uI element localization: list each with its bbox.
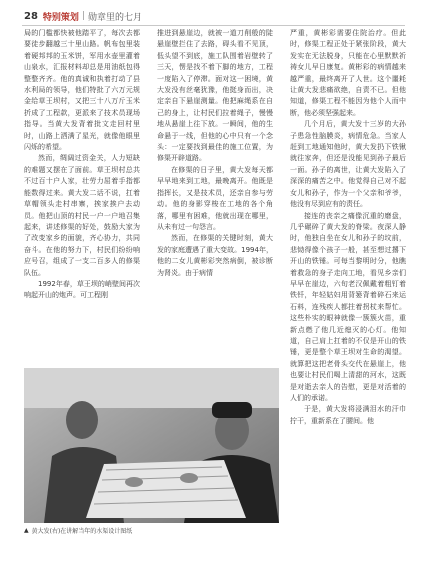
article-photo: [24, 368, 279, 523]
caption-text: 黄大发(右)在讲解当年的水渠设计图纸: [31, 528, 133, 535]
page-header: [24, 9, 142, 23]
article-column-2: [157, 28, 273, 363]
paragraph: 然而，在修渠的关键时刻，黄大发的家庭遭遇了重大变故。1994年，他的二女儿黄彬彩突然病倒，被诊断为肾炎。由于病情: [157, 234, 273, 277]
paragraph: 于是，黄大发将浸满泪水的汗巾拧干，重新系在了腰间。他: [290, 405, 406, 425]
paragraph: 推进到悬崖边，就被一道刀削般的陡悬崖壁拦住了去路，碍头看不见顶，低头望不到底，施工队围着岩壁转了三天，愣是找不着下脚的地方，工程一度陷入了停滞。面对这一困境，黄大发没有丝毫犹豫，他挺身而出，决定亲自下悬崖测量。他把麻绳系在自己的身上，让村民们拉着绳子，慢慢地从悬崖上往下放。一瞬间，他的生命悬于一线，但他的心中只有一个念头：一定要找到最佳的施工位置，为修渠开辟道路。: [157, 29, 273, 163]
caption-marker-icon: ▲: [24, 527, 29, 534]
running-title: 勋章里的七月: [87, 12, 142, 23]
header-separator: |: [81, 11, 85, 21]
article-column-1: [24, 28, 140, 363]
section-label: 特别策划: [42, 12, 79, 23]
photo-caption: [24, 526, 279, 535]
photo-illustration: [24, 368, 279, 523]
article-column-3: [290, 28, 406, 548]
paragraph: 然而，绸阔过资金关，人力短缺的难题又摆在了面前。草王坝村总共不过百十户人家，壮劳力屈着手指都能数得过来。黄大发二话不说，扛着草帽领头走村串寨，挨家挨户去动员。他把山顶的村民一户一户地召集起来，讲述修渠的好处，鼓励大家为了改变家乡的面貌，齐心协力，共同奋斗。在他的努力下，村民们纷纷响应号召，组成了一支二百多人的修渠队伍。: [24, 154, 140, 277]
paragraph: 局的门槛都快被他踏平了，每次去都要徒步翻越三十里山路。帆布包里装着硬邦邦的玉米饼，军用水壶里灌着山泉水，汇报材料却总是用油纸包得整整齐齐。他的真诚和执着打动了县水利局的领导，他们特批了六万元规金给草王坝村，又把三十八万斤玉米折成了工程款，更派来了技术员现场指导。当黄大发背着批文走回村里时，山路上洒满了星光，就像他眼里闪烁的希望。: [24, 29, 140, 152]
paragraph: 严重，黄彬彩需要住院治疗。但此时，修渠工程正处于紧张阶段，黄大发实在无法脱身，只能在心里默默祈祷女儿早日康复。黄彬彩的病情越来越严重，最终离开了人世。这个噩耗让黄大发悲痛欲绝，自责不已。但他知道，修渠工程不能因为他个人而中断，他必须坚强起来。: [290, 29, 406, 117]
paragraph: 1992年春，草王坝的峭壁间再次响起开山的炮声。可工程刚: [24, 279, 140, 300]
header-rule: [22, 25, 405, 26]
page-number: 28: [24, 10, 38, 22]
paragraph: 几个月后，黄大发十三岁的大孙子患急性脑膜炎，病情危急。当家人赶到工地通知他时，黄大发扔下铁锹就往家奔，但还是没能见到孙子最后一面。孙子的离世，让黄大发陷入了深深的痛苦之中。他觉得自己对不起女儿和孙子，作为一个父亲和爷爷，他没有尽到应有的责任。: [290, 120, 406, 209]
paragraph: 接连的丧亲之痛像沉重的磨盘，几乎碾碎了黄大发的脊梁。夜深人静时，他独自坐在女儿和孙子的坟前，悲恸得像个孩子一般，甚至想过撂下开山的铁锤。可每当黎明时分，他瞧着救急的身子走向工地，看见乡亲们早早在崖边，六旬老汉佩戴着粗钉着铁钎，年轻姑妇用背篓背着碎石来运石料，连残疾人都拄着拐杖来帮忙。这些朴实的眼神就像一簇簇火苗，重新点燃了他几近熄灭的心灯。他知道，自己肩上扛着的不仅是开山的铁锤，更是整个草王坝对生命的渴望。就算把这把老骨头交代在悬崖上，他也要让村民们喝上清甜的河水，这既是对逝去亲人的告慰，更是对活着的人们的承诺。: [290, 211, 406, 402]
paragraph: 在修渠的日子里，黄大发每天都早早地来到工地，最晚离开。他既是指挥长，又是技术员，还亲自参与劳动。他的身影穿梭在工地的各个角落，哪里有困难，他就出现在哪里，从未有过一句怨言。: [157, 165, 273, 231]
